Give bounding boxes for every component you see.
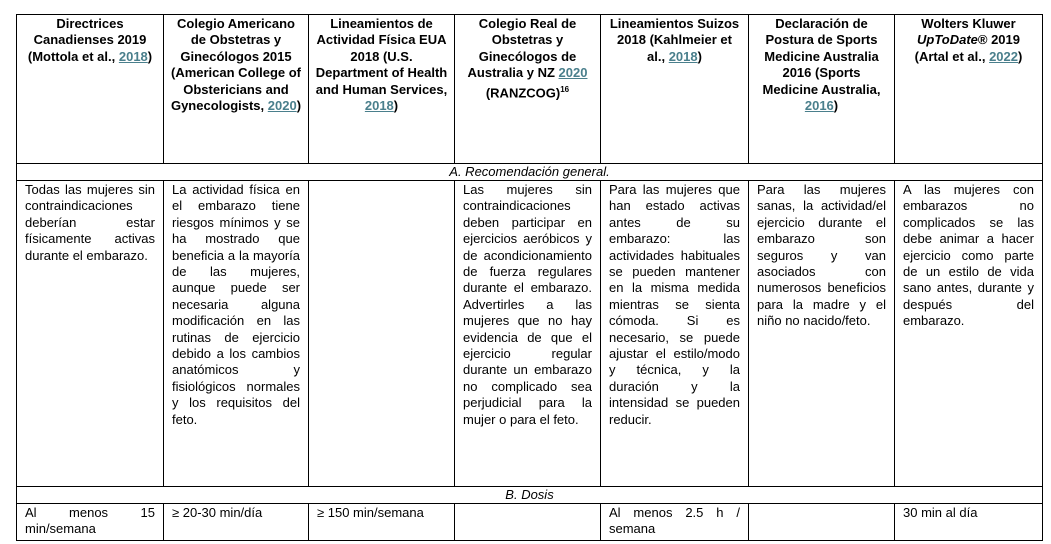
general-row — [17, 181, 1043, 487]
header-acog — [164, 15, 309, 164]
table-cell — [749, 504, 895, 541]
header-row — [17, 15, 1043, 164]
header-text: ) — [147, 48, 153, 64]
section-row — [17, 164, 1043, 181]
footnote-ref: 16 — [560, 84, 570, 94]
table-cell: Para las mujeres sanas, la actividad/el ejercicio durante el embarazo son seguros y van asociados con numerosos beneficios para la madre y el niño no nacido/feto. — [749, 181, 895, 487]
header-text: Declaración de Postura de Sports Medicine Australia 2016 (Sports Medicine Australia, — [762, 16, 881, 97]
header-text: Directrices Canadienses 2019 (Mottola et al., — [27, 16, 147, 64]
header-text: Wolters Kluwer — [921, 16, 1016, 31]
header-text: Lineamientos de Actividad Física EUA 2018 (U.S. Department of Health and Human Services, — [315, 16, 448, 97]
header-text: ® 2019 (Artal et al., — [914, 32, 1021, 64]
table-cell: Al menos 15 min/semana — [17, 504, 164, 541]
citation-link[interactable]: 2020 — [267, 98, 297, 114]
table-cell: ≥ 150 min/semana — [309, 504, 455, 541]
header-canadian — [17, 15, 164, 164]
table-cell: Las mujeres sin contraindicaciones deben participar en ejercicios aeróbicos y de acondicionamiento de fuerza regulares durante el embarazo. Advertirles a las mujeres que no hay evidencia de que el ejercicio regular durante un embarazo no complicado sea perjudicial para la mujer o para el feto. — [455, 181, 601, 487]
citation-link[interactable]: 2022 — [989, 48, 1018, 64]
header-usa — [309, 15, 455, 164]
header-uptodate — [895, 15, 1043, 164]
header-text: Lineamientos Suizos 2018 (Kahlmeier et al., — [609, 16, 740, 64]
table-cell: La actividad física en el embarazo tiene riesgos mínimos y se ha mostrado que beneficia a la mayoría de las mujeres, aunque puede ser necesaria alguna modificación en las rutinas de ejercicio debido a los cambios anatómicos y fisiológicos normales y los requisitos del feto. — [164, 181, 309, 487]
header-swiss — [601, 15, 749, 164]
citation-link[interactable]: 2018 — [118, 48, 148, 64]
citation-link[interactable]: 2020 — [558, 65, 588, 81]
table-cell: Todas las mujeres sin contraindicaciones deberían estar físicamente activas durante el embarazo. — [17, 181, 164, 487]
header-sma — [749, 15, 895, 164]
table-cell: 30 min al día — [895, 504, 1043, 541]
guidelines-table — [16, 14, 1043, 541]
header-text: ) — [697, 48, 702, 64]
table-cell: Para las mujeres que han estado activas antes de su embarazo: las actividades habituales se pueden mantener en la misma medida mientras se sienta cómoda. Si es necesario, se puede ajustar el estilo/modo y técnica, y la duración y la intensidad se pueden reducir. — [601, 181, 749, 487]
header-text: ) — [296, 98, 302, 114]
header-text: UpToDate — [916, 32, 978, 48]
table-cell — [309, 181, 455, 487]
header-text: (RANZCOG) — [485, 84, 561, 100]
header-ranzcog — [455, 15, 601, 164]
header-text: ) — [1018, 48, 1023, 64]
citation-link[interactable]: 2016 — [804, 98, 834, 114]
header-text: ) — [833, 98, 839, 114]
header-text: ) — [393, 98, 399, 114]
table-cell: A las mujeres con embarazos no complicados se las debe animar a hacer ejercicio como parte de un estilo de vida sano antes, durante y después del embarazo. — [895, 181, 1043, 487]
citation-link[interactable]: 2018 — [364, 98, 394, 114]
header-text: Colegio Real de Obstetras y Ginecólogos de Australia y NZ — [467, 16, 577, 81]
dose-row — [17, 504, 1043, 541]
section-b-title: B. Dosis — [17, 487, 1043, 504]
section-a-title: A. Recomendación general. — [17, 164, 1043, 181]
table-cell: ≥ 20-30 min/día — [164, 504, 309, 541]
header-text: Colegio Americano de Obstetras y Ginecólogos 2015 (American College of Obstericians and Gynecologists, — [170, 16, 302, 114]
section-row — [17, 487, 1043, 504]
citation-link[interactable]: 2018 — [668, 48, 698, 64]
table-cell: Al menos 2.5 h / semana — [601, 504, 749, 541]
table-cell — [455, 504, 601, 541]
